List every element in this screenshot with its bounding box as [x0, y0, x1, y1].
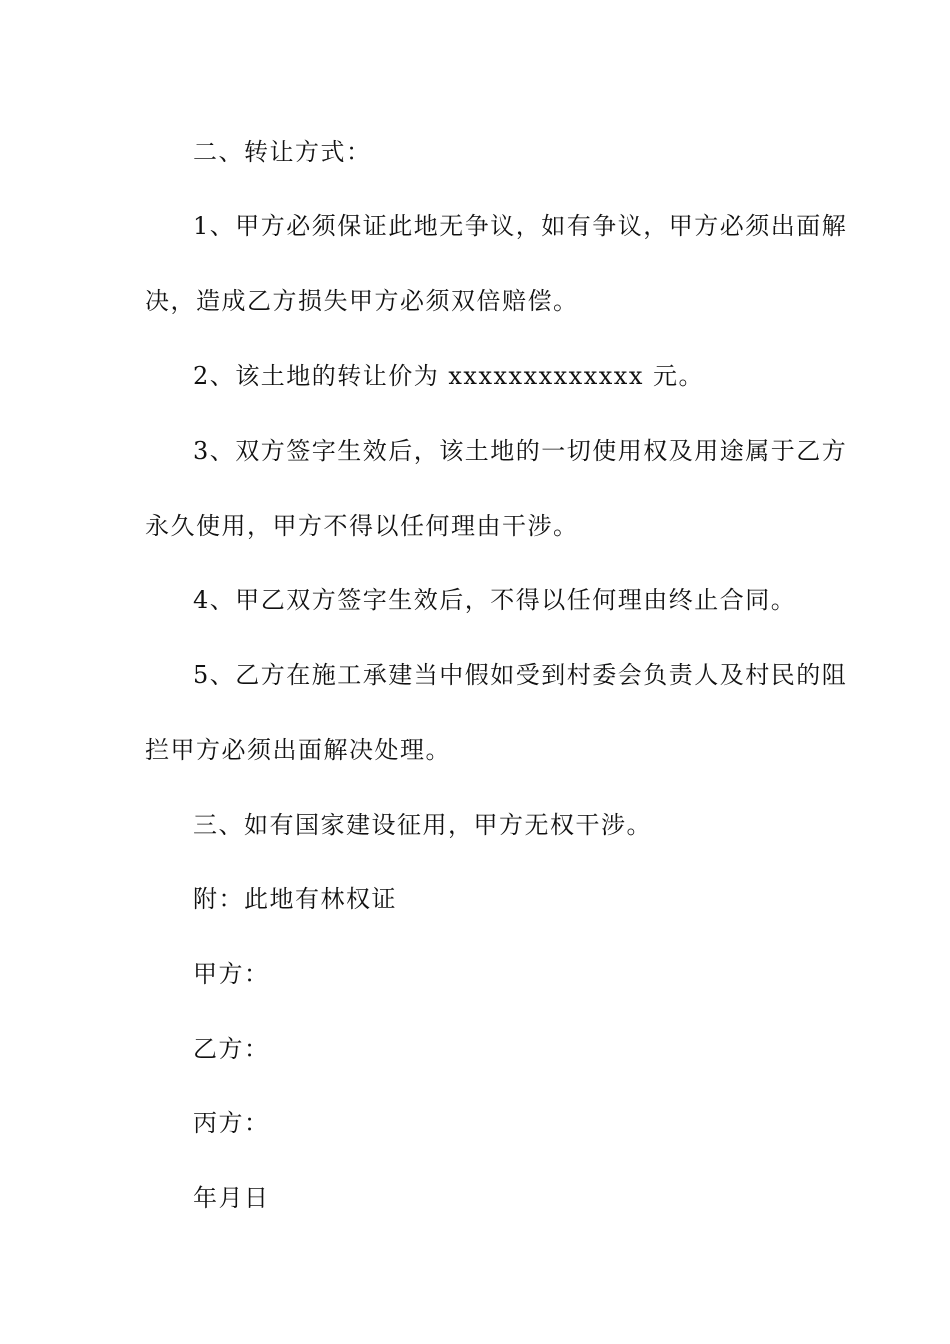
clause-3-line-1: 3、双方签字生效后，该土地的一切使用权及用途属于乙方: [193, 437, 848, 465]
section-heading-transfer-method: 二、转让方式：: [193, 138, 372, 166]
clause-4: 4、甲乙双方签字生效后，不得以任何理由终止合同。: [193, 586, 797, 614]
party-c-signature: 丙方：: [193, 1109, 270, 1137]
clause-3-line-2: 永久使用，甲方不得以任何理由干涉。: [145, 512, 579, 540]
clause-5-line-1: 5、乙方在施工承建当中假如受到村委会负责人及村民的阻: [193, 661, 848, 689]
section-three: 三、如有国家建设征用，甲方无权干涉。: [193, 811, 652, 839]
clause-1-line-1: 1、甲方必须保证此地无争议，如有争议，甲方必须出面解: [193, 212, 848, 240]
clause-1-line-2: 决，造成乙方损失甲方必须双倍赔偿。: [145, 287, 579, 315]
clause-2: 2、该土地的转让价为 xxxxxxxxxxxxx 元。: [193, 362, 704, 390]
date-line: 年月日: [193, 1184, 270, 1212]
attachment-note: 附：此地有林权证: [193, 885, 397, 913]
clause-5-line-2: 拦甲方必须出面解决处理。: [145, 736, 451, 764]
party-b-signature: 乙方：: [193, 1035, 270, 1063]
party-a-signature: 甲方：: [193, 960, 270, 988]
